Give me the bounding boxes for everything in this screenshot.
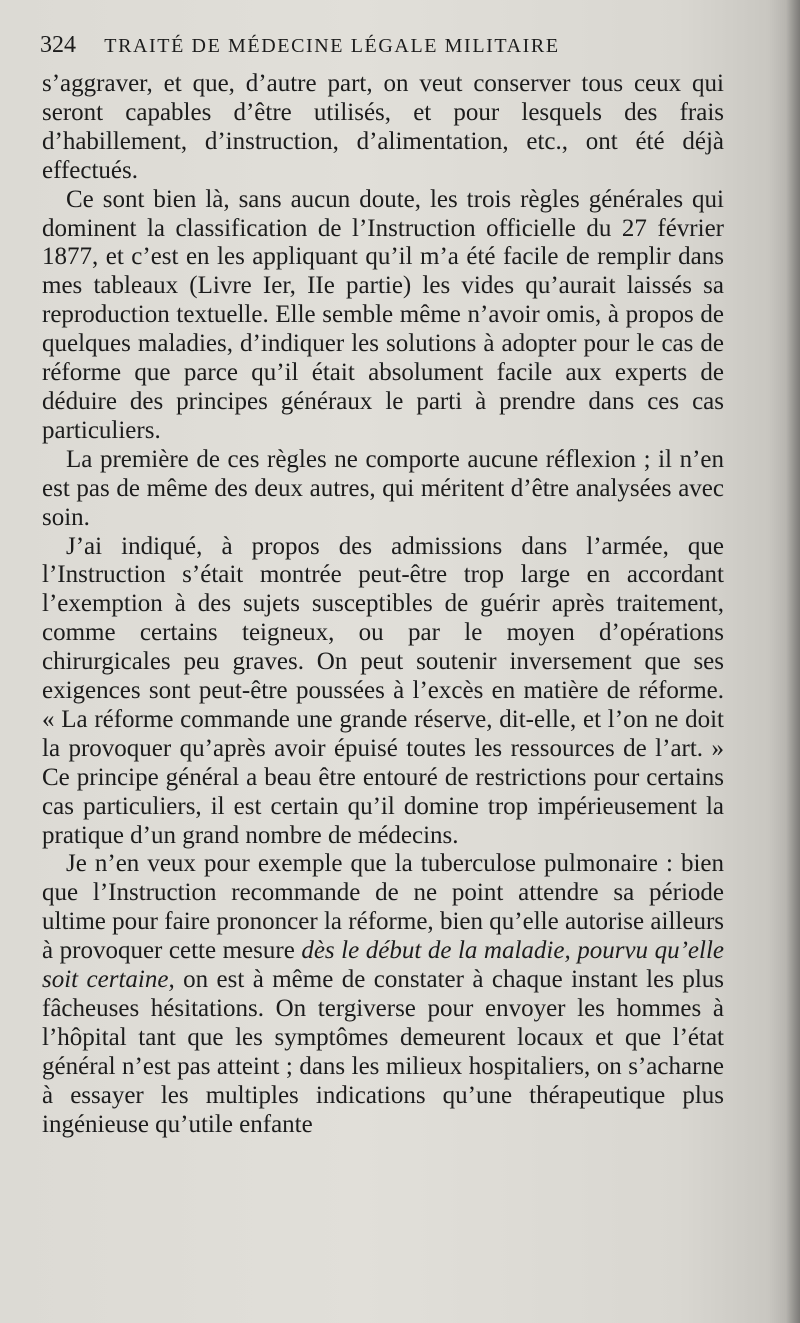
paragraph-3: La première de ces règles ne comporte aucune réflexion ; il n’en est pas de même des deux autres, qui méritent d’être analysées avec soin. xyxy=(42,445,724,531)
page-number: 324 xyxy=(40,32,76,58)
paragraph-4: J’ai indiqué, à propos des admissions dans l’armée, que l’Instruction s’était montrée peut-être trop large en accordant l’exemption à des sujets susceptibles de guérir après traitement, comme certains teigneux, ou par le moyen d’opérations chirurgicales peu graves. On peut soutenir inversement que ses exigences sont peut-être poussées à l’excès en matière de réforme. « La réforme commande une grande réserve, dit-elle, et l’on ne doit la provoquer qu’après avoir épuisé toutes les ressources de l’art. » Ce principe général a beau être entouré de restrictions pour certains cas particuliers, il est certain qu’il domine trop impérieusement la pratique d’un grand nombre de médecins. xyxy=(42,532,724,849)
paragraph-1: s’aggraver, et que, d’autre part, on veut conserver tous ceux qui seront capables d’être utilisés, et pour lesquels des frais d’habillement, d’instruction, d’alimentation, etc., ont été déjà effectués. xyxy=(42,70,724,184)
page-edge-shadow xyxy=(786,0,800,1323)
paragraph-5-text-after: on est à même de constater à chaque instant les plus fâcheuses hésitations. On tergiverse pour envoyer les hommes à l’hôpital tant que les symptômes demeurent locaux et que l’état général n’est pas atteint ; dans les milieux hospitaliers, on s’acharne à essayer les multiples indications qu’une thérapeutique plus ingénieuse qu’utile enfante xyxy=(42,966,725,1138)
running-header xyxy=(40,32,740,59)
page-body xyxy=(42,70,724,1140)
paragraph-5-text-before: Je n’en veux pour exemple que la tuberculose pulmonaire : bien que l’Instruction recommande de ne point attendre sa période ultime pour faire prononcer la réforme, bien qu’elle autorise ailleurs à provoquer cette mesure xyxy=(42,850,724,965)
paragraph-2: Ce sont bien là, sans aucun doute, les trois règles générales qui dominent la classification de l’Instruction officielle du 27 février 1877, et c’est en les appliquant qu’il m’a été facile de remplir dans mes tableaux (Livre Ier, IIe partie) les vides qu’aurait laissés sa reproduction textuelle. Elle semble même n’avoir omis, à propos de quelques maladies, d’indiquer les solutions à adopter pour le cas de réforme que parce qu’il était absolument facile aux experts de déduire des principes généraux le parti à prendre dans ces cas particuliers. xyxy=(42,185,724,444)
paragraph-5-italic-phrase: dès le début de la maladie, pourvu qu’elle soit certaine, xyxy=(42,937,724,994)
running-title: TRAITÉ DE MÉDECINE LÉGALE MILITAIRE xyxy=(104,35,560,57)
paragraph-5 xyxy=(42,850,724,1139)
